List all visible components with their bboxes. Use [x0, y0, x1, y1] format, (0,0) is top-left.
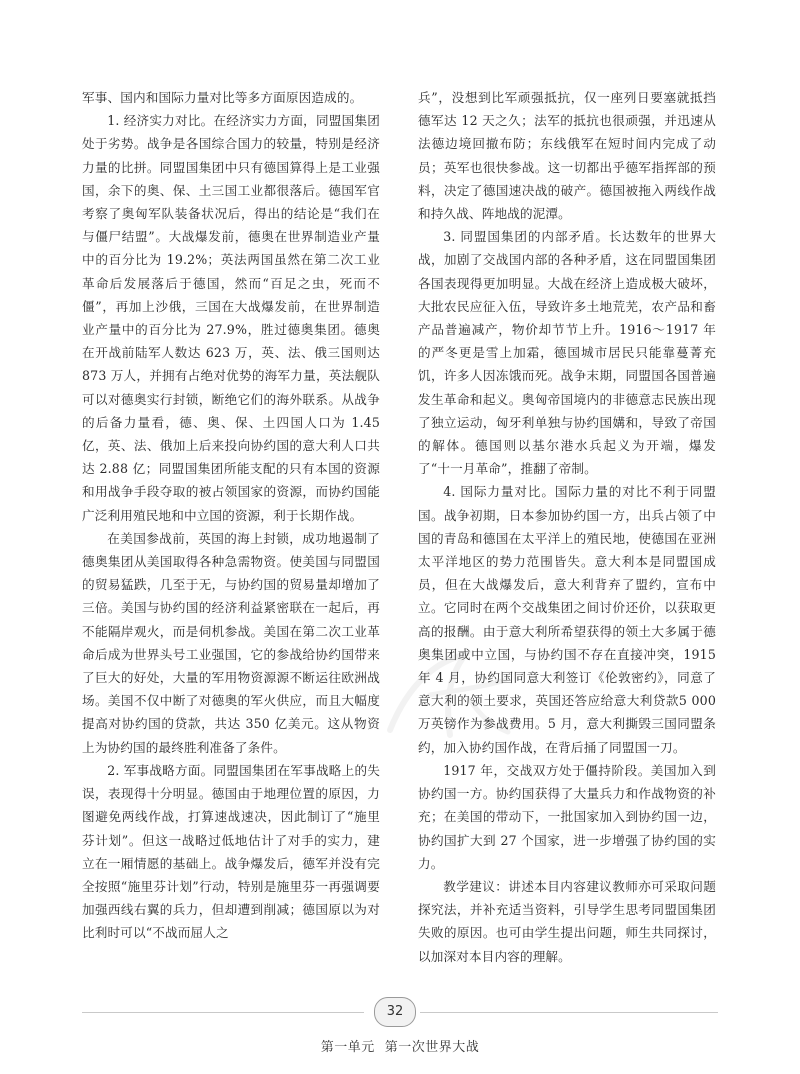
- paragraph-internal-contradictions: 3. 同盟国集团的内部矛盾。长达数年的世界大战，加剧了交战国内部的各种矛盾，这在同盟国集团各国表现得更加明显。大战在经济上造成极大破坏，大批农民应征入伍，导致许多土地荒芜，农产品和畜产品普遍减产，物价却节节上升。1916～1917 年的严冬更是雪上加霜，德国城市居民只能靠蔓菁充饥，许多人因冻饿而死。战争末期，同盟国各国普遍发生革命和起义。奥匈帝国境内的非德意志民族出现了独立运动，匈牙利单独与协约国媾和，导致了帝国的解体。德国则以基尔港水兵起义为开端，爆发了“十一月革命”，推翻了帝制。: [418, 229, 716, 477]
- footer-rule-left: [82, 1012, 364, 1013]
- footer-chapter-title: 第一次世界大战: [384, 1040, 480, 1055]
- paragraph-economic-strength: 1. 经济实力对比。在经济实力方面，同盟国集团处于劣势。战争是各国综合国力的较量，特别是经济力量的比拼。同盟国集团中只有德国算得上是工业强国，余下的奥、保、土三国工业都很落后。德国军官考察了奥匈军队装备状况后，得出的结论是“我们在与僵尸结盟”。大战爆发前，德奥在世界制造业产量中的百分比为 19.2%；英法两国虽然在第二次工业革命后发展落后于德国，然而“百足之虫，死而不僵”，再加上沙俄，三国在大战爆发前，在世界制造业产量中的百分比为 27.9%，胜过德奥集团。德奥在开战前陆军人数达 623 万，英、法、俄三国则达 873 万人，并拥有占绝对优势的海军力量，英法舰队可以对德奥实行封锁，断绝它们的海外联系。从战争的后备力量看，德、奥、保、土四国人口为 1.45 亿，英、法、俄加上后来投向协约国的意大利人口共达 2.88 亿；同盟国集团所能支配的只有本国的资源和用战争手段夺取的被占领国家的资源，而协约国能广泛利用殖民地和中立国的资源，利于长期作战。: [82, 113, 380, 523]
- left-text-column: [82, 86, 380, 945]
- paragraph-continuation: 军事、国内和国际力量对比等多方面原因造成的。: [82, 90, 363, 105]
- right-text-column: [418, 86, 716, 968]
- page-number-badge: 32: [374, 997, 416, 1027]
- paragraph-teaching-suggestion: 教学建议：讲述本目内容建议教师亦可采取问题探究法，并补充适当资料，引导学生思考同盟国集团失败的原因。也可由学生提出问题，师生共同探讨，以加深对本目内容的理解。: [418, 878, 716, 964]
- watermark-logo: [370, 640, 520, 750]
- paragraph-us-entry: 在美国参战前，英国的海上封锁，成功地遏制了德奥集团从美国取得各种急需物资。使美国与同盟国的贸易猛跌，几至于无，与协约国的贸易量却增加了三倍。美国与协约国的经济利益紧密联在一起后，再不能隔岸观火，而是伺机参战。美国在第二次工业革命后成为世界头号工业强国，它的参战给协约国带来了巨大的好处，大量的军用物资源源不断运往欧洲战场。美国不仅中断了对德奥的军火供应，而且大幅度提高对协约国的贷款，共达 350 亿美元。这从物资上为协约国的最终胜利准备了条件。: [82, 530, 380, 755]
- paragraph-continuation-right: 兵”，没想到比军顽强抵抗，仅一座列日要塞就抵挡德军达 12 天之久；法军的抵抗也很顽强，并迅速从法德边境回撤布防；东线俄军在短时间内完成了动员；英军也很快参战。这一切都出乎德军指挥部的预料，决定了德国速决战的破产。德国被拖入两线作战和持久战、阵地战的泥潭。: [418, 90, 716, 222]
- paragraph-international-forces: 4. 国际力量对比。国际力量的对比不利于同盟国。战争初期，日本参加协约国一方，出兵占领了中国的青岛和德国在太平洋上的殖民地，使德国在亚洲太平洋地区的势力范围皆失。意大利本是同盟国成员，但在大战爆发后，意大利背弃了盟约，宣布中立。它同时在两个交战集团之间讨价还价，以获取更高的报酬。由于意大利所希望获得的领土大多属于德奥集团或中立国，与协约国不存在直接冲突，1915 年 4 月，协约国同意大利签订《伦敦密约》，同意了意大利的领土要求，英国还答应给意大利贷款5 000万英镑作为参战费用。5 月，意大利撕毁三国同盟条约，加入协约国作战，在背后捅了同盟国一刀。: [418, 484, 717, 755]
- running-footer: [0, 1036, 800, 1055]
- paragraph-military-strategy: 2. 军事战略方面。同盟国集团在军事战略上的失误，表现得十分明显。德国由于地理位置的原因，力图避免两线作战，打算速战速决，因此制订了“施里芬计划”。但这一战略过低地估计了对手的实力，建立在一厢情愿的基础上。战争爆发后，德军并没有完全按照“施里芬计划”行动，特别是施里芬一再强调要加强西线右翼的兵力，但却遭到削减；德国原以为对比利时可以“不战而屈人之: [82, 762, 380, 941]
- footer-rule-right: [420, 1012, 718, 1013]
- paragraph-1917: 1917 年，交战双方处于僵持阶段。美国加入到协约国一方。协约国获得了大量兵力和作战物资的补充；在美国的带动下，一批国家加入到协约国一边，协约国扩大到 27 个国家，进一步增强了协约国的实力。: [418, 762, 716, 871]
- footer-unit-label: 第一单元: [320, 1040, 375, 1055]
